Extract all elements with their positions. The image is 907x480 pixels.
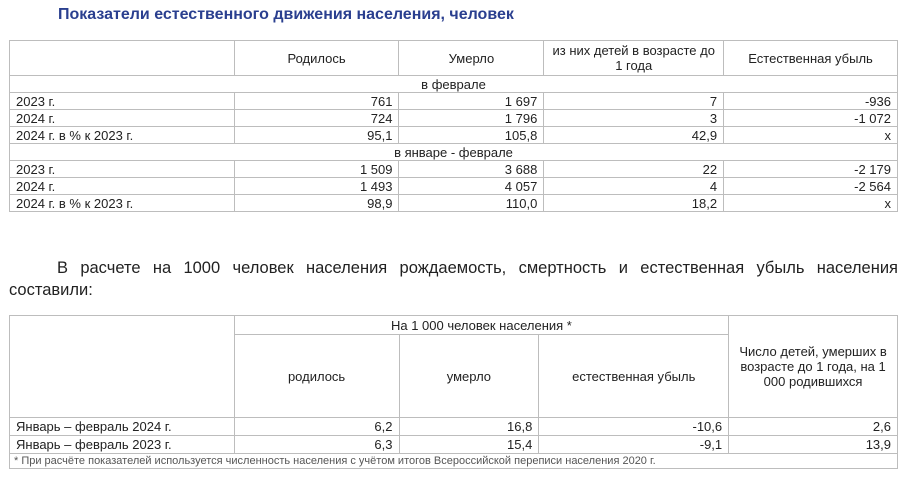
cell-decrease-rate: -10,6	[539, 418, 729, 436]
cell-died: 1 796	[399, 110, 544, 127]
cell-infant: 7	[544, 93, 724, 110]
row-label: 2023 г.	[10, 161, 235, 178]
cell-decrease: -1 072	[724, 110, 898, 127]
table-row	[10, 93, 898, 110]
page-title: Показатели естественного движения населения, человек	[58, 6, 514, 23]
table-row	[10, 178, 898, 195]
cell-infant: 42,9	[544, 127, 724, 144]
cell-decrease: х	[724, 127, 898, 144]
header-infant-deaths: из них детей в возрасте до 1 года	[544, 41, 724, 76]
section-caption: в феврале	[10, 76, 898, 93]
table-row	[10, 418, 898, 436]
rates-table	[9, 315, 898, 469]
footnote: * При расчёте показателей используется численность населения с учётом итогов Всероссийской переписи населения 2020 г.	[10, 454, 898, 469]
cell-died: 105,8	[399, 127, 544, 144]
cell-died: 110,0	[399, 195, 544, 212]
table-header-row	[10, 316, 898, 335]
cell-infant: 18,2	[544, 195, 724, 212]
cell-died: 4 057	[399, 178, 544, 195]
header-cell-empty	[10, 316, 235, 418]
cell-died-rate: 15,4	[399, 436, 539, 454]
cell-decrease-rate: -9,1	[539, 436, 729, 454]
row-label: Январь – февраль 2024 г.	[10, 418, 235, 436]
cell-born: 1 493	[234, 178, 399, 195]
cell-born: 95,1	[234, 127, 399, 144]
cell-decrease: х	[724, 195, 898, 212]
cell-born: 98,9	[234, 195, 399, 212]
cell-infant-rate: 2,6	[729, 418, 898, 436]
table-row	[10, 110, 898, 127]
cell-infant: 22	[544, 161, 724, 178]
cell-died: 1 697	[399, 93, 544, 110]
header-died: Умерло	[399, 41, 544, 76]
header-cell-empty	[10, 41, 235, 76]
cell-born: 1 509	[234, 161, 399, 178]
header-born: Родилось	[234, 41, 399, 76]
table-header-row	[10, 41, 898, 76]
section-row	[10, 144, 898, 161]
header-infant-mortality: Число детей, умерших в возрасте до 1 года, на 1 000 родившихся	[729, 316, 898, 418]
row-label: Январь – февраль 2023 г.	[10, 436, 235, 454]
cell-born-rate: 6,3	[234, 436, 399, 454]
table-row	[10, 195, 898, 212]
cell-decrease: -2 564	[724, 178, 898, 195]
section-caption: в январе - феврале	[10, 144, 898, 161]
header-born-rate: родилось	[234, 335, 399, 418]
footnote-row	[10, 454, 898, 469]
cell-infant: 4	[544, 178, 724, 195]
cell-decrease: -2 179	[724, 161, 898, 178]
section-row	[10, 76, 898, 93]
table-row	[10, 127, 898, 144]
cell-born-rate: 6,2	[234, 418, 399, 436]
cell-died: 3 688	[399, 161, 544, 178]
natural-movement-table	[9, 40, 898, 212]
cell-infant-rate: 13,9	[729, 436, 898, 454]
header-decrease-rate: естественная убыль	[539, 335, 729, 418]
row-label: 2024 г. в % к 2023 г.	[10, 127, 235, 144]
cell-born: 761	[234, 93, 399, 110]
cell-born: 724	[234, 110, 399, 127]
header-per-1000: На 1 000 человек населения *	[234, 316, 728, 335]
cell-infant: 3	[544, 110, 724, 127]
cell-decrease: -936	[724, 93, 898, 110]
cell-died-rate: 16,8	[399, 418, 539, 436]
rates-paragraph: В расчете на 1000 человек населения рождаемость, смертность и естественная убыль населения составили:	[9, 259, 898, 299]
row-label: 2024 г. в % к 2023 г.	[10, 195, 235, 212]
row-label: 2024 г.	[10, 110, 235, 127]
header-natural-decrease: Естественная убыль	[724, 41, 898, 76]
header-died-rate: умерло	[399, 335, 539, 418]
row-label: 2023 г.	[10, 93, 235, 110]
row-label: 2024 г.	[10, 178, 235, 195]
table-row	[10, 161, 898, 178]
table-row	[10, 436, 898, 454]
